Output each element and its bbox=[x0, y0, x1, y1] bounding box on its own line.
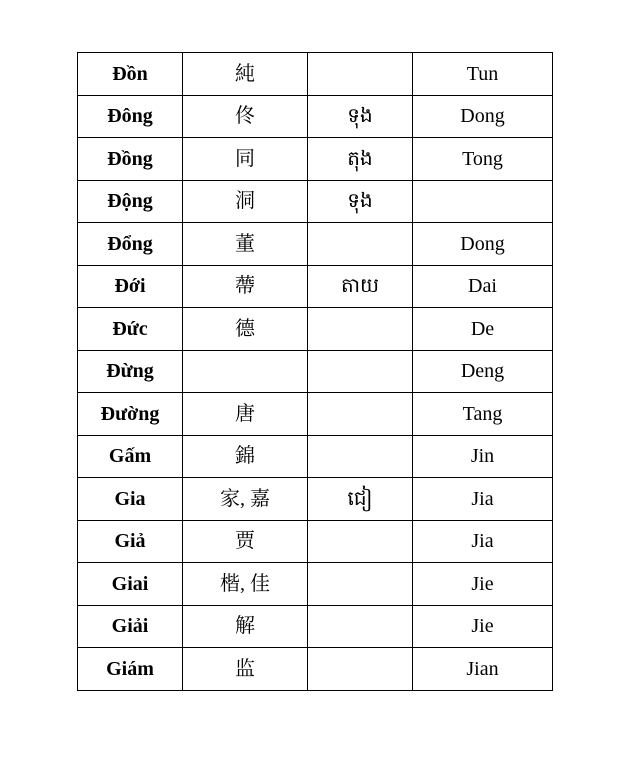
table-row bbox=[78, 308, 553, 351]
pinyin-cell: Jia bbox=[413, 478, 553, 521]
han-character-cell: 純 bbox=[183, 53, 308, 96]
khmer-name-cell: តាយ bbox=[308, 265, 413, 308]
table-row bbox=[78, 520, 553, 563]
khmer-name-cell: ជៀ bbox=[308, 478, 413, 521]
khmer-name-cell bbox=[308, 520, 413, 563]
vietnamese-name-cell: Giai bbox=[78, 563, 183, 606]
vietnamese-name-cell: Gia bbox=[78, 478, 183, 521]
pinyin-cell: Dong bbox=[413, 223, 553, 266]
han-character-cell: 洞 bbox=[183, 180, 308, 223]
table-row bbox=[78, 605, 553, 648]
pinyin-cell: Dai bbox=[413, 265, 553, 308]
pinyin-cell: Tong bbox=[413, 138, 553, 181]
khmer-name-cell bbox=[308, 308, 413, 351]
vietnamese-name-cell: Đới bbox=[78, 265, 183, 308]
khmer-name-cell: តុង bbox=[308, 138, 413, 181]
table-row bbox=[78, 350, 553, 393]
khmer-name-cell: ទុង bbox=[308, 95, 413, 138]
khmer-name-cell bbox=[308, 223, 413, 266]
han-character-cell: 蔕 bbox=[183, 265, 308, 308]
vietnamese-name-cell: Đông bbox=[78, 95, 183, 138]
table-body bbox=[78, 53, 553, 691]
table-row bbox=[78, 223, 553, 266]
pinyin-cell: Dong bbox=[413, 95, 553, 138]
pinyin-cell: Jia bbox=[413, 520, 553, 563]
pinyin-cell: Tang bbox=[413, 393, 553, 436]
name-table bbox=[77, 52, 553, 691]
vietnamese-name-cell: Giải bbox=[78, 605, 183, 648]
table-row bbox=[78, 478, 553, 521]
vietnamese-name-cell: Giám bbox=[78, 648, 183, 691]
table-row bbox=[78, 435, 553, 478]
pinyin-cell: De bbox=[413, 308, 553, 351]
pinyin-cell: Jie bbox=[413, 605, 553, 648]
han-character-cell: 同 bbox=[183, 138, 308, 181]
pinyin-cell: Deng bbox=[413, 350, 553, 393]
han-character-cell: 董 bbox=[183, 223, 308, 266]
table-row bbox=[78, 648, 553, 691]
han-character-cell: 监 bbox=[183, 648, 308, 691]
vietnamese-name-cell: Đường bbox=[78, 393, 183, 436]
vietnamese-name-cell: Đồn bbox=[78, 53, 183, 96]
khmer-name-cell: ទុង bbox=[308, 180, 413, 223]
khmer-name-cell bbox=[308, 53, 413, 96]
vietnamese-name-cell: Đức bbox=[78, 308, 183, 351]
vietnamese-name-cell: Động bbox=[78, 180, 183, 223]
han-character-cell: 解 bbox=[183, 605, 308, 648]
table-row bbox=[78, 265, 553, 308]
han-character-cell: 唐 bbox=[183, 393, 308, 436]
khmer-name-cell bbox=[308, 605, 413, 648]
table-row bbox=[78, 563, 553, 606]
han-character-cell bbox=[183, 350, 308, 393]
pinyin-cell: Jie bbox=[413, 563, 553, 606]
vietnamese-name-cell: Đổng bbox=[78, 223, 183, 266]
khmer-name-cell bbox=[308, 350, 413, 393]
khmer-name-cell bbox=[308, 435, 413, 478]
pinyin-cell: Jin bbox=[413, 435, 553, 478]
table-row bbox=[78, 138, 553, 181]
khmer-name-cell bbox=[308, 648, 413, 691]
han-character-cell: 佟 bbox=[183, 95, 308, 138]
han-character-cell: 楷, 佳 bbox=[183, 563, 308, 606]
table-row bbox=[78, 393, 553, 436]
vietnamese-name-cell: Đồng bbox=[78, 138, 183, 181]
khmer-name-cell bbox=[308, 393, 413, 436]
han-character-cell: 贾 bbox=[183, 520, 308, 563]
vietnamese-name-cell: Giả bbox=[78, 520, 183, 563]
han-character-cell: 錦 bbox=[183, 435, 308, 478]
vietnamese-name-cell: Gấm bbox=[78, 435, 183, 478]
pinyin-cell: Tun bbox=[413, 53, 553, 96]
pinyin-cell bbox=[413, 180, 553, 223]
pinyin-cell: Jian bbox=[413, 648, 553, 691]
han-character-cell: 德 bbox=[183, 308, 308, 351]
vietnamese-name-cell: Đừng bbox=[78, 350, 183, 393]
khmer-name-cell bbox=[308, 563, 413, 606]
table-row bbox=[78, 180, 553, 223]
table-row bbox=[78, 95, 553, 138]
han-character-cell: 家, 嘉 bbox=[183, 478, 308, 521]
table-row bbox=[78, 53, 553, 96]
